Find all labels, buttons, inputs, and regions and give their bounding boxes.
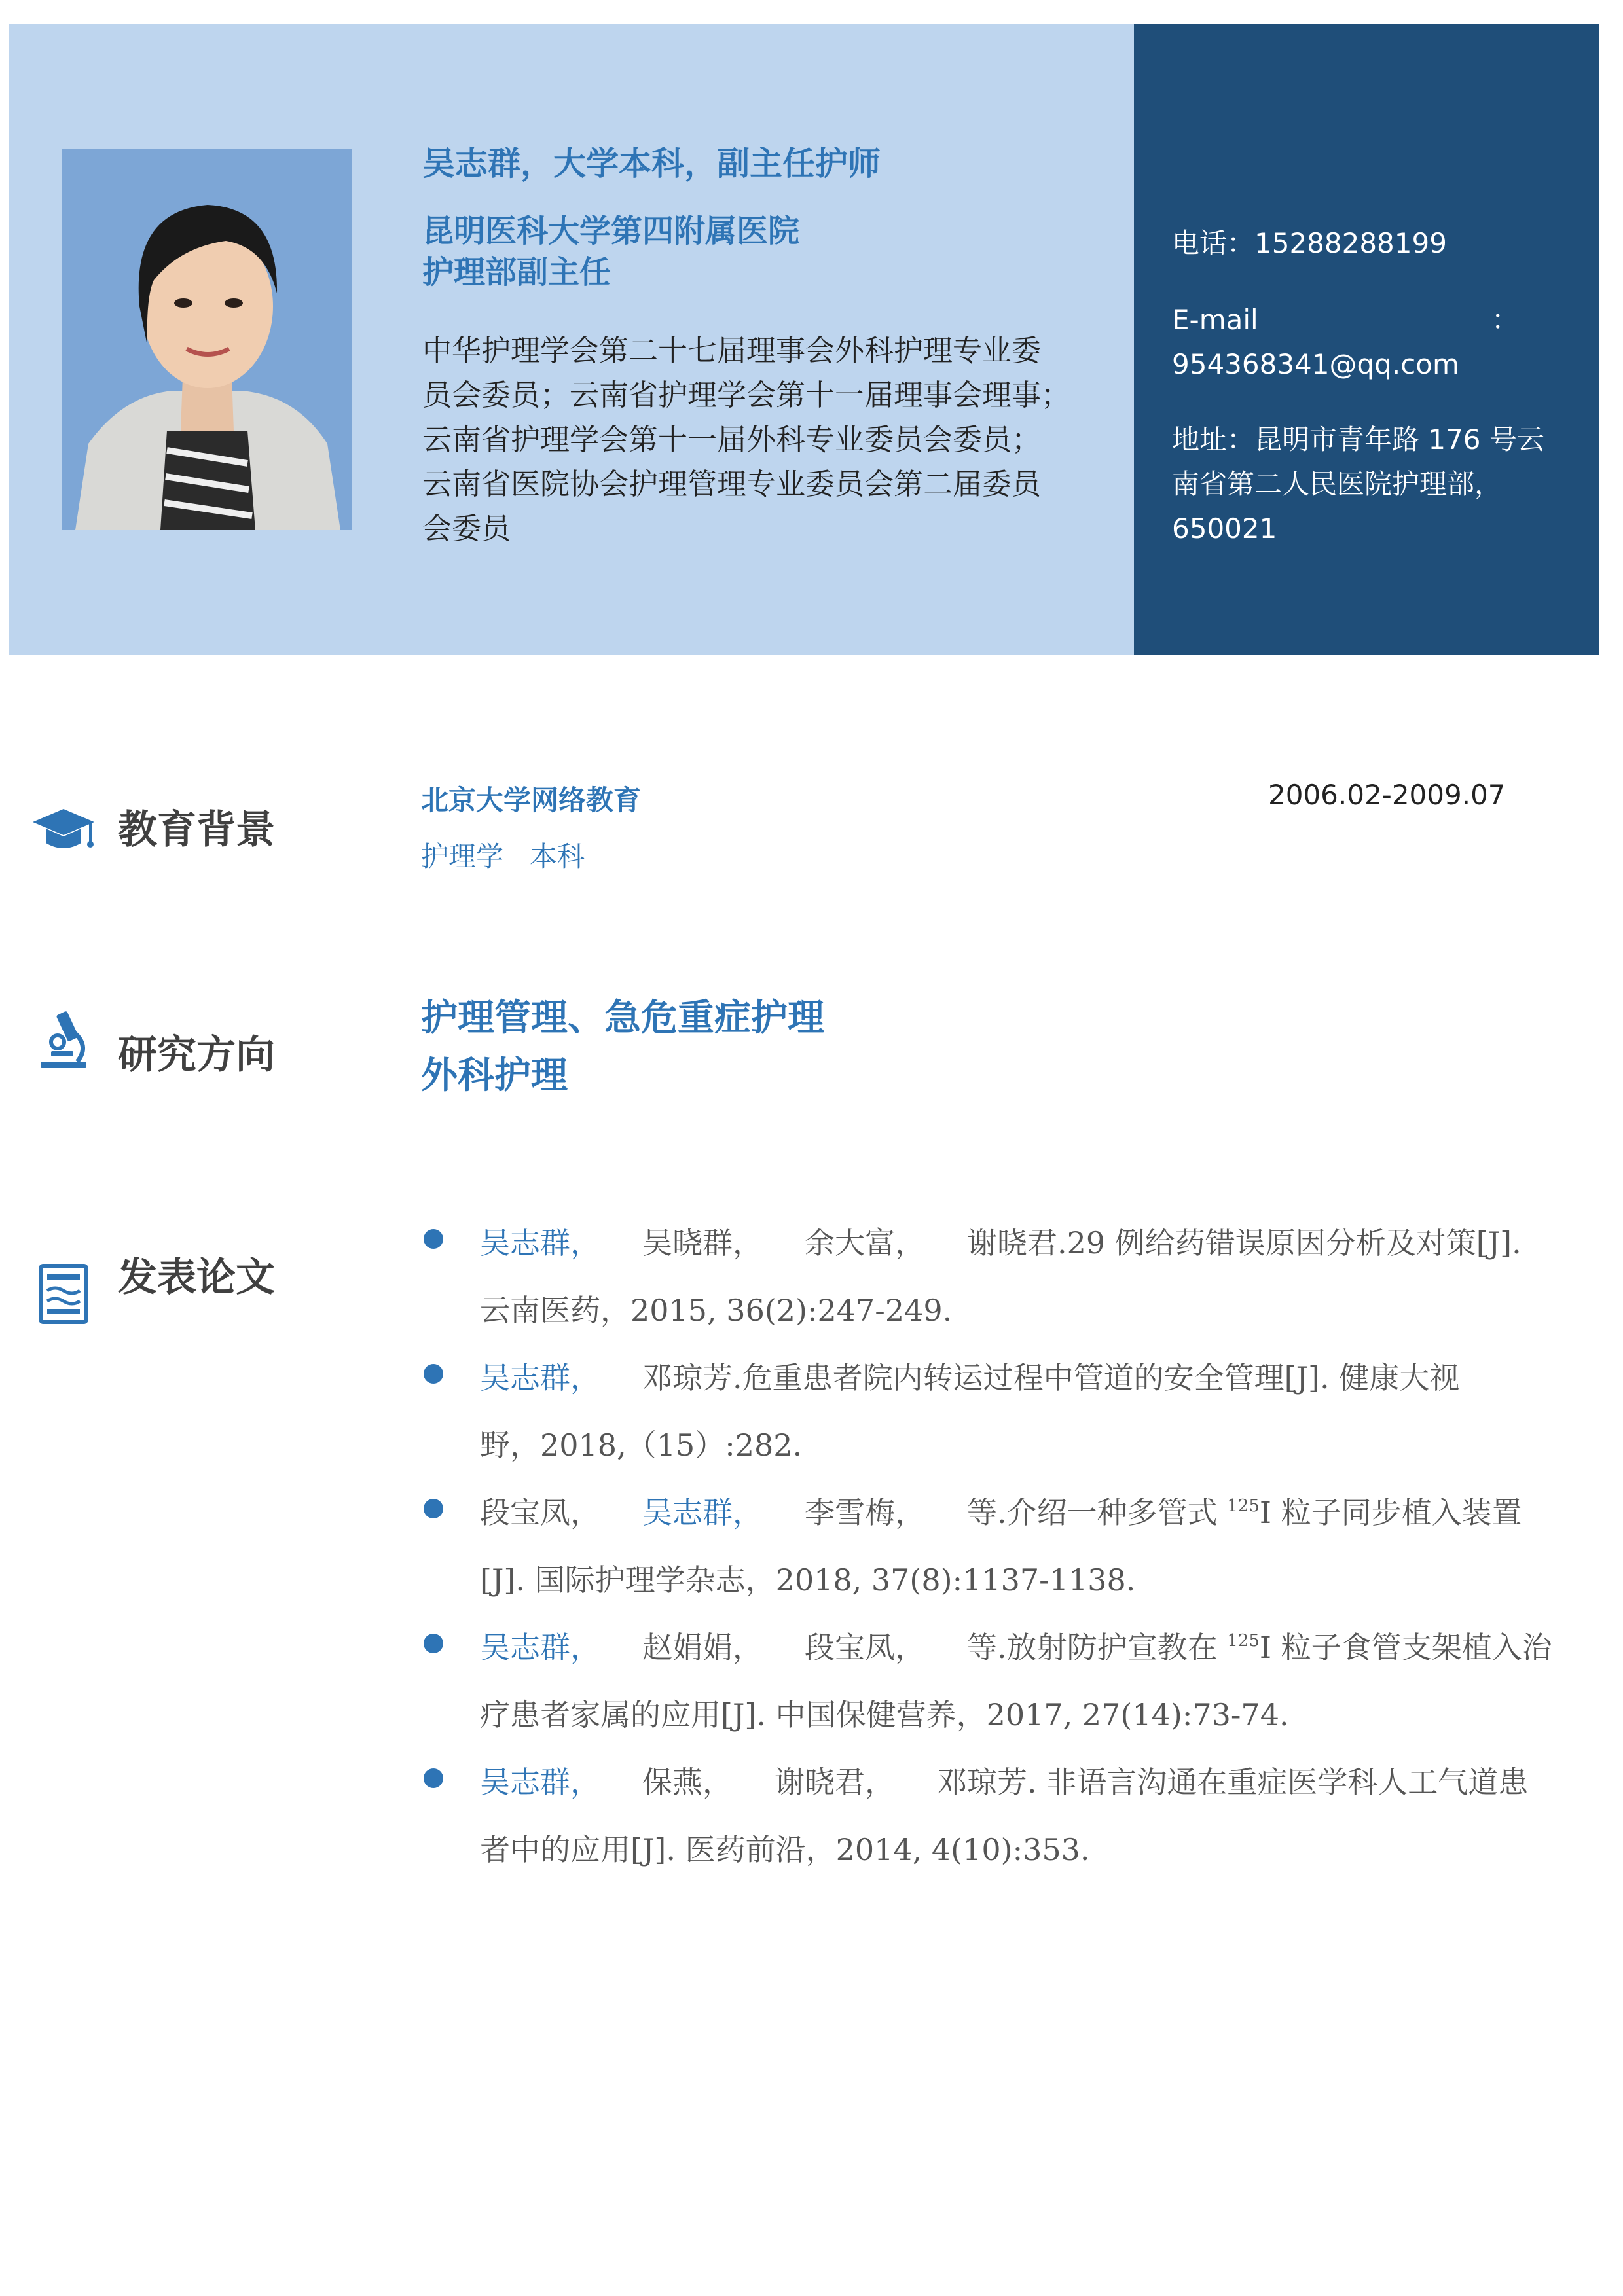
profile-photo xyxy=(62,149,352,530)
microscope-icon xyxy=(31,1008,96,1072)
paper-source: 野，2018,（15）:282. xyxy=(480,1427,803,1463)
address-line: 650021 xyxy=(1172,512,1277,545)
paper-source: 疗患者家属的应用[J]. 中国保健营养，2017, 27(14):73-74. xyxy=(480,1697,1289,1732)
bullet-icon xyxy=(424,1768,443,1788)
bullet-icon xyxy=(424,1364,443,1384)
org-line: 昆明医科大学第四附属医院 xyxy=(422,213,800,249)
paper-author: 吴晓群， xyxy=(642,1225,763,1261)
roles-line: 中华护理学会第二十七届理事会外科护理专业委 xyxy=(422,333,1042,368)
isotope-sup: 125 xyxy=(1227,1496,1260,1516)
email-label: E-mail xyxy=(1172,304,1258,336)
paper-main-author: 吴志群， xyxy=(480,1225,600,1261)
bullet-icon xyxy=(424,1229,443,1249)
org-line: 护理部副主任 xyxy=(422,254,611,291)
paper-author: 余大富， xyxy=(805,1225,925,1261)
list-item xyxy=(421,1344,1586,1479)
email-colon: ： xyxy=(1491,304,1519,336)
paper-title: 邓琼芳. 非语言沟通在重症医学科人工气道患 xyxy=(937,1765,1529,1800)
paper-source: 云南医药，2015, 36(2):247-249. xyxy=(480,1293,953,1328)
papers-list xyxy=(421,1210,1586,1884)
paper-author: 谢晓君， xyxy=(775,1765,895,1800)
degree-text: 本科 xyxy=(530,840,585,872)
paper-author: 保燕， xyxy=(642,1765,733,1800)
paper-main-author: 吴志群， xyxy=(642,1495,763,1530)
research-line: 护理管理、急危重症护理 xyxy=(421,997,824,1039)
contact-phone xyxy=(1172,221,1591,266)
papers-section-title: 发表论文 xyxy=(118,1255,275,1300)
roles-line: 云南省护理学会第十一届外科专业委员会委员； xyxy=(422,422,1042,457)
list-item xyxy=(421,1614,1586,1749)
paper-author: 段宝凤， xyxy=(480,1495,600,1530)
paper-title-pre: 等.介绍一种多管式 xyxy=(967,1495,1228,1530)
profile-organization xyxy=(422,211,799,293)
address-line: 地址：昆明市青年路 176 号云 xyxy=(1172,423,1544,456)
roles-line: 员会委员；云南省护理学会第十一届理事会理事； xyxy=(422,378,1071,412)
document-icon xyxy=(31,1262,96,1326)
list-item xyxy=(421,1749,1586,1884)
list-item xyxy=(421,1210,1586,1344)
address-line: 南省第二人民医院护理部， xyxy=(1172,468,1503,500)
education-period: 2006.02-2009.07 xyxy=(1268,779,1506,811)
paper-author: 段宝凤， xyxy=(805,1630,925,1665)
paper-title: 邓琼芳.危重患者院内转运过程中管道的安全管理[J]. 健康大视 xyxy=(642,1360,1460,1395)
paper-main-author: 吴志群， xyxy=(480,1630,600,1665)
paper-title-post: I 粒子食管支架植入治 xyxy=(1259,1630,1552,1665)
education-major xyxy=(421,835,585,874)
phone-text: 电话：15288288199 xyxy=(1172,227,1447,259)
paper-source: 者中的应用[J]. 医药前沿，2014, 4(10):353. xyxy=(480,1832,1090,1867)
roles-line: 云南省医院协会护理管理专业委员会第二届委员 xyxy=(422,467,1042,501)
contact-email xyxy=(1172,298,1591,387)
graduation-cap-icon xyxy=(31,797,96,861)
profile-roles xyxy=(422,329,1116,551)
paper-author: 李雪梅， xyxy=(805,1495,925,1530)
paper-main-author: 吴志群， xyxy=(480,1360,600,1395)
paper-title-post: I 粒子同步植入装置 xyxy=(1259,1495,1522,1530)
email-value[interactable]: 954368341@qq.com xyxy=(1172,348,1459,380)
paper-source: [J]. 国际护理学杂志，2018, 37(8):1137-1138. xyxy=(480,1562,1136,1598)
education-section-title: 教育背景 xyxy=(118,807,275,853)
research-directions xyxy=(421,990,824,1105)
research-section-title: 研究方向 xyxy=(118,1032,275,1078)
education-school: 北京大学网络教育 xyxy=(421,784,642,816)
paper-author: 赵娟娟， xyxy=(642,1630,763,1665)
paper-title-pre: 等.放射防护宣教在 xyxy=(967,1630,1228,1665)
isotope-sup: 125 xyxy=(1227,1631,1260,1651)
major-text: 护理学 xyxy=(421,840,504,872)
bullet-icon xyxy=(424,1499,443,1518)
research-line: 外科护理 xyxy=(421,1054,568,1097)
contact-address xyxy=(1172,418,1591,551)
roles-line: 会委员 xyxy=(422,511,511,546)
paper-title: 谢晓君.29 例给药错误原因分析及对策[J]. xyxy=(967,1225,1522,1261)
profile-name-line: 吴志群，大学本科，副主任护师 xyxy=(422,145,881,183)
list-item xyxy=(421,1479,1586,1614)
bullet-icon xyxy=(424,1634,443,1653)
paper-main-author: 吴志群， xyxy=(480,1765,600,1800)
